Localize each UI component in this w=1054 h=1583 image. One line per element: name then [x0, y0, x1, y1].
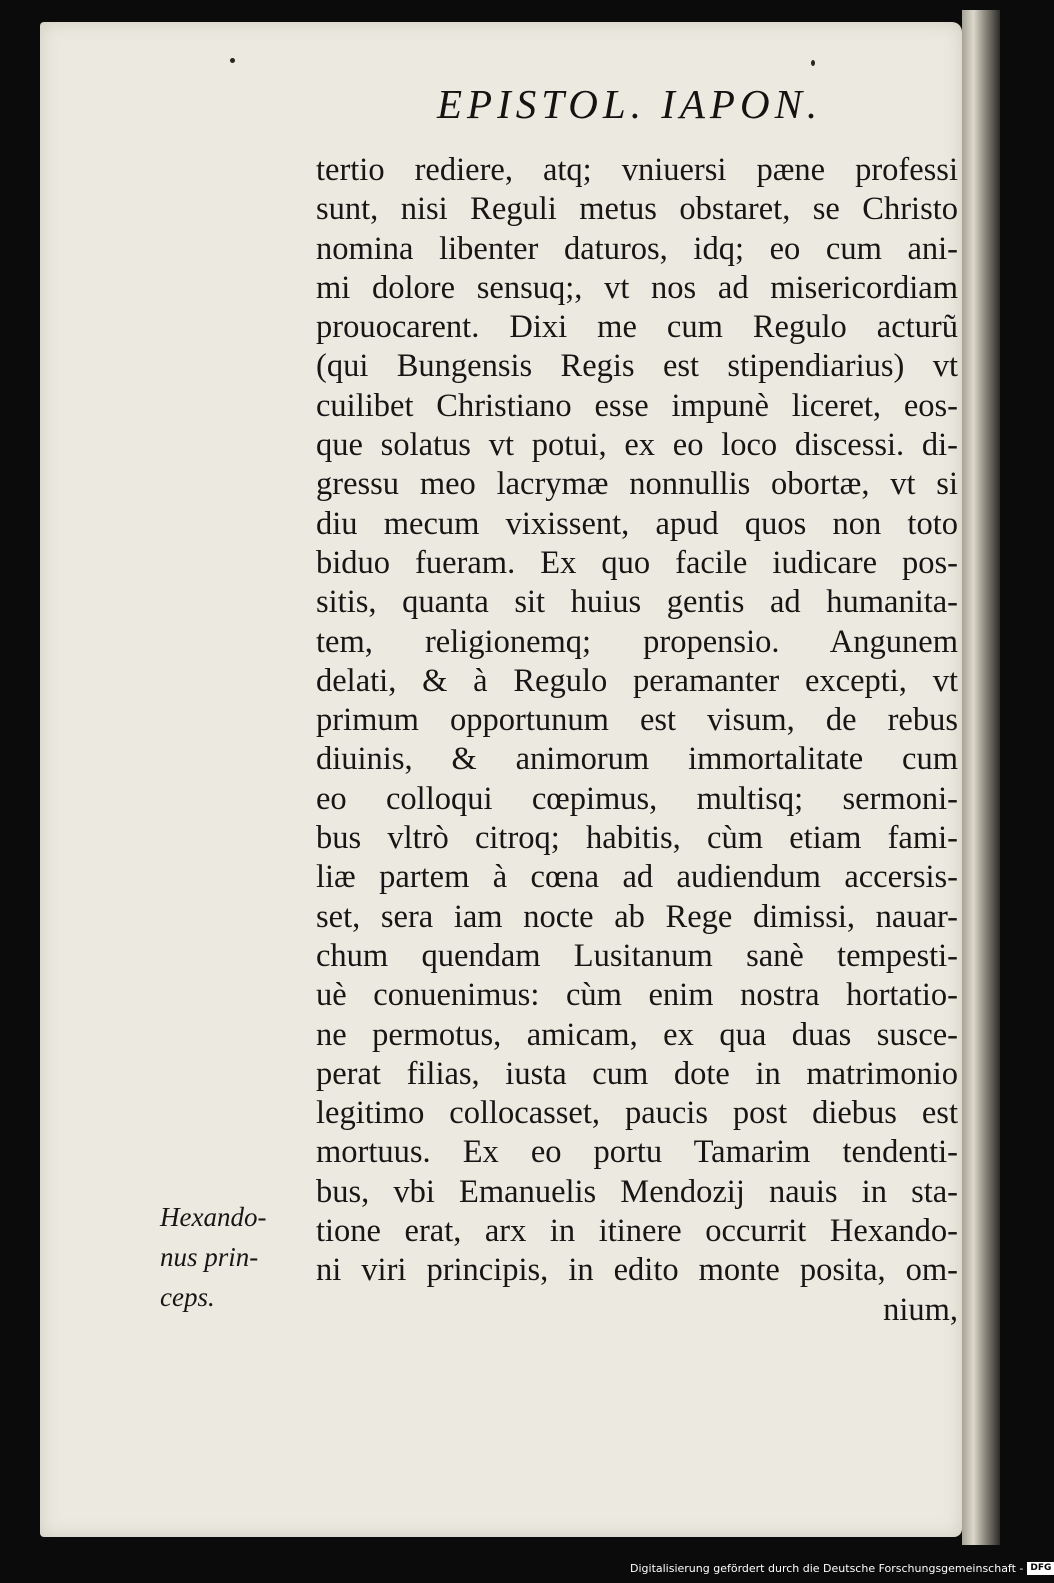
running-title: EPISTOL. IAPON.	[437, 81, 823, 127]
text-line: gressu meo lacrymæ nonnullis obortæ, vt si	[316, 466, 958, 503]
text-line: delati, & à Regulo peramanter excepti, vt	[316, 662, 958, 699]
marginal-note	[160, 1197, 310, 1317]
text-line: perat filias, iusta cum dote in matrimonio	[316, 1055, 958, 1092]
text-line: uè conuenimus: cùm enim nostra hortatio-	[316, 977, 958, 1014]
text-line: chum quendam Lusitanum sanè tempesti-	[316, 937, 958, 974]
text-line: tem, religionemq; propensio. Angunem	[316, 623, 958, 660]
body-text	[316, 151, 958, 1330]
credit-text: Digitalisierung gefördert durch die Deutsche Forschungsgemeinschaft -	[630, 1561, 1024, 1575]
text-line: (qui Bungensis Regis est stipendiarius) vt	[316, 348, 958, 385]
marginal-note-line: ceps.	[160, 1282, 215, 1312]
text-line: cuilibet Christiano esse impunè liceret, eos-	[316, 387, 958, 424]
text-line: primum opportunum est visum, de rebus	[316, 702, 958, 739]
text-line: legitimo collocasset, paucis post diebus est	[316, 1095, 958, 1132]
text-line: liæ partem à cœna ad audiendum accersis-	[316, 859, 958, 896]
text-line: prouocarent. Dixi me cum Regulo acturũ	[316, 309, 958, 346]
book-page-edge	[962, 10, 1000, 1545]
text-line: biduo fueram. Ex quo facile iudicare pos-	[316, 544, 958, 581]
ink-speck	[811, 60, 815, 66]
text-line: diuinis, & animorum immortalitate cum	[316, 741, 958, 778]
text-line: bus vltrò citroq; habitis, cùm etiam fami-	[316, 820, 958, 857]
marginal-note-line: nus prin-	[160, 1242, 259, 1272]
marginal-note-line: Hexando-	[160, 1202, 267, 1232]
ink-speck	[230, 58, 235, 63]
dfg-logo: DFG	[1027, 1562, 1054, 1575]
text-line: mi dolore sensuq;, vt nos ad misericordiam	[316, 269, 958, 306]
text-line: tione erat, arx in itinere occurrit Hexando-	[316, 1213, 958, 1250]
text-line: ni viri principis, in edito monte posita, om-	[316, 1252, 958, 1289]
text-line: set, sera iam nocte ab Rege dimissi, nauar-	[316, 898, 958, 935]
text-line: diu mecum vixissent, apud quos non toto	[316, 505, 958, 542]
text-line: mortuus. Ex eo portu Tamarim tendenti-	[316, 1134, 958, 1171]
text-line: tertio rediere, atq; vniuersi pæne professi	[316, 152, 958, 188]
text-line: ne permotus, amicam, ex qua duas susce-	[316, 1016, 958, 1053]
text-line: sitis, quanta sit huius gentis ad humanita-	[316, 584, 958, 621]
text-line: sunt, nisi Reguli metus obstaret, se Christo	[316, 191, 958, 228]
catchword: nium,	[883, 1291, 958, 1328]
text-line: que solatus vt potui, ex eo loco discessi. di-	[316, 427, 958, 464]
digitization-credit	[630, 1557, 1052, 1579]
text-line: nomina libenter daturos, idq; eo cum ani-	[316, 230, 958, 267]
text-line: bus, vbi Emanuelis Mendozij nauis in sta-	[316, 1173, 958, 1210]
text-line: eo colloqui cœpimus, multisq; sermoni-	[316, 780, 958, 817]
